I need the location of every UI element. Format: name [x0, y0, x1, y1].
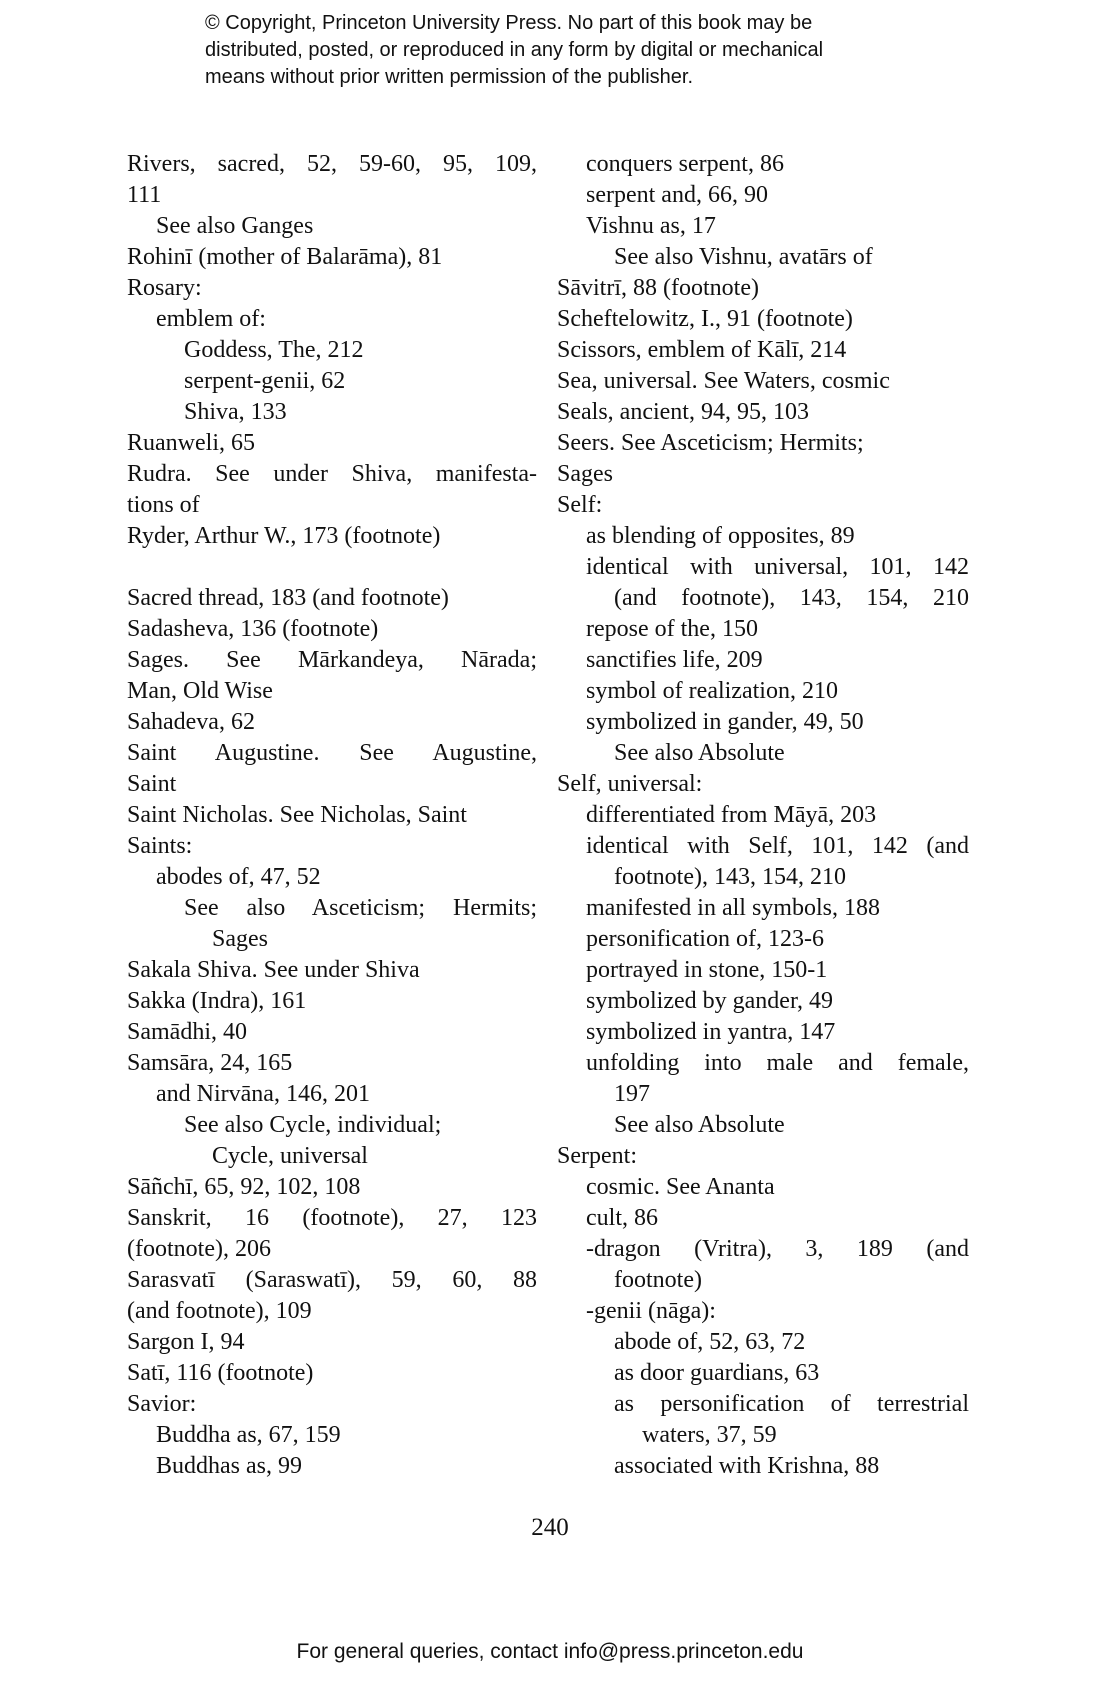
page-number: 240: [531, 1514, 569, 1541]
index-entry: waters, 37, 59: [642, 1422, 777, 1448]
index-entry: (and footnote), 109: [127, 1298, 312, 1324]
index-entry: Sages. See Mārkandeya, Nārada;: [127, 647, 537, 673]
index-entry: Vishnu as, 17: [586, 213, 716, 239]
index-entry: Rivers, sacred, 52, 59-60, 95, 109,: [127, 151, 537, 177]
index-entry: tions of: [127, 492, 200, 518]
index-entry: Self:: [557, 492, 603, 518]
index-entry: Sāñchī, 65, 92, 102, 108: [127, 1174, 361, 1200]
index-entry: sanctifies life, 209: [586, 647, 763, 673]
index-entry: See also Absolute: [614, 1112, 785, 1138]
index-entry: Saint Nicholas. See Nicholas, Saint: [127, 802, 467, 828]
index-entry: Scheftelowitz, I., 91 (footnote): [557, 306, 853, 332]
index-entry: differentiated from Māyā, 203: [586, 802, 877, 828]
index-entry: Sages: [212, 926, 268, 952]
copyright-notice: [205, 10, 965, 91]
index-entry: Rudra. See under Shiva, manifesta-: [127, 461, 537, 487]
index-entry: Satī, 116 (footnote): [127, 1360, 314, 1386]
index-entry: as personification of terrestrial: [614, 1391, 969, 1417]
index-entry: manifested in all symbols, 188: [586, 895, 880, 921]
copyright-line: means without prior written permission of the publisher.: [205, 66, 694, 88]
index-entry: emblem of:: [156, 306, 266, 332]
index-entry: cosmic. See Ananta: [586, 1174, 775, 1200]
index-entry: Sadasheva, 136 (footnote): [127, 616, 379, 642]
index-entry: Saint: [127, 771, 177, 797]
index-entry: See also Ganges: [156, 213, 314, 239]
index-entry: Buddhas as, 99: [156, 1453, 302, 1479]
index-entry: as door guardians, 63: [614, 1360, 820, 1386]
index-right-column: [557, 149, 969, 1482]
index-entry: Shiva, 133: [184, 399, 287, 425]
index-left-column: [127, 149, 537, 1482]
index-entry: 111: [127, 182, 162, 208]
index-entry: personification of, 123-6: [586, 926, 824, 952]
index-entry: symbolized in gander, 49, 50: [586, 709, 864, 735]
index-entry: Samsāra, 24, 165: [127, 1050, 293, 1076]
index-entry: Cycle, universal: [212, 1143, 368, 1169]
index-entry: Sāvitrī, 88 (footnote): [557, 275, 759, 301]
copyright-line: © Copyright, Princeton University Press. No part of this book may be: [205, 12, 813, 34]
index-entry: Samādhi, 40: [127, 1019, 247, 1045]
index-entry: (and footnote), 143, 154, 210: [614, 585, 969, 611]
index-entry: conquers serpent, 86: [586, 151, 784, 177]
index-entry: Man, Old Wise: [127, 678, 273, 704]
index-entry: symbol of realization, 210: [586, 678, 838, 704]
index-entry: and Nirvāna, 146, 201: [156, 1081, 370, 1107]
index-entry: -genii (nāga):: [586, 1298, 716, 1324]
index-entry: associated with Krishna, 88: [614, 1453, 880, 1479]
index-entry: Sakka (Indra), 161: [127, 988, 307, 1014]
index-entry: portrayed in stone, 150-1: [586, 957, 828, 983]
index-entry: identical with Self, 101, 142 (and: [586, 833, 969, 859]
index-entry: Saint Augustine. See Augustine,: [127, 740, 537, 766]
index-entry: abode of, 52, 63, 72: [614, 1329, 806, 1355]
index-entry: Sarasvatī (Saraswatī), 59, 60, 88: [127, 1267, 537, 1293]
index-entry: Rosary:: [127, 275, 202, 301]
index-entry: See also Absolute: [614, 740, 785, 766]
index-entry: Scissors, emblem of Kālī, 214: [557, 337, 847, 363]
index-entry: footnote): [614, 1267, 702, 1293]
index-entry: cult, 86: [586, 1205, 658, 1231]
index-entry: 197: [614, 1081, 650, 1107]
index-entry: footnote), 143, 154, 210: [614, 864, 846, 890]
section-spacer: [127, 552, 537, 583]
index-entry: symbolized in yantra, 147: [586, 1019, 836, 1045]
index-entry: Buddha as, 67, 159: [156, 1422, 341, 1448]
index-entry: Ryder, Arthur W., 173 (footnote): [127, 523, 441, 549]
index-entry: (footnote), 206: [127, 1236, 271, 1262]
index-entry: Rohinī (mother of Balarāma), 81: [127, 244, 443, 270]
index-entry: Saints:: [127, 833, 193, 859]
index-entry: Goddess, The, 212: [184, 337, 364, 363]
index-entry: identical with universal, 101, 142: [586, 554, 969, 580]
index-entry: -dragon (Vritra), 3, 189 (and: [586, 1236, 969, 1262]
index-entry: symbolized by gander, 49: [586, 988, 833, 1014]
index-entry: serpent-genii, 62: [184, 368, 346, 394]
index-entry: Sargon I, 94: [127, 1329, 245, 1355]
copyright-line: distributed, posted, or reproduced in any form by digital or mechanical: [205, 39, 824, 61]
index-entry: See also Cycle, individual;: [184, 1112, 442, 1138]
index-entry: Serpent:: [557, 1143, 637, 1169]
index-entry: Sahadeva, 62: [127, 709, 255, 735]
footer-contact: For general queries, contact info@press.princeton.edu: [296, 1640, 804, 1663]
index-entry: Seals, ancient, 94, 95, 103: [557, 399, 809, 425]
index-entry: Seers. See Asceticism; Hermits;: [557, 430, 864, 456]
index-entry: serpent and, 66, 90: [586, 182, 768, 208]
index-entry: Sakala Shiva. See under Shiva: [127, 957, 420, 983]
index-entry: See also Vishnu, avatārs of: [614, 244, 873, 270]
index-entry: Self, universal:: [557, 771, 703, 797]
index-entry: Sea, universal. See Waters, cosmic: [557, 368, 890, 394]
index-entry: Savior:: [127, 1391, 197, 1417]
index-entry: See also Asceticism; Hermits;: [184, 895, 537, 921]
index-entry: unfolding into male and female,: [586, 1050, 969, 1076]
index-entry: repose of the, 150: [586, 616, 758, 642]
index-entry: Sages: [557, 461, 613, 487]
index-entry: Sanskrit, 16 (footnote), 27, 123: [127, 1205, 537, 1231]
index-entry: Sacred thread, 183 (and footnote): [127, 585, 449, 611]
index-entry: Ruanweli, 65: [127, 430, 255, 456]
index-entry: abodes of, 47, 52: [156, 864, 321, 890]
index-entry: as blending of opposites, 89: [586, 523, 855, 549]
